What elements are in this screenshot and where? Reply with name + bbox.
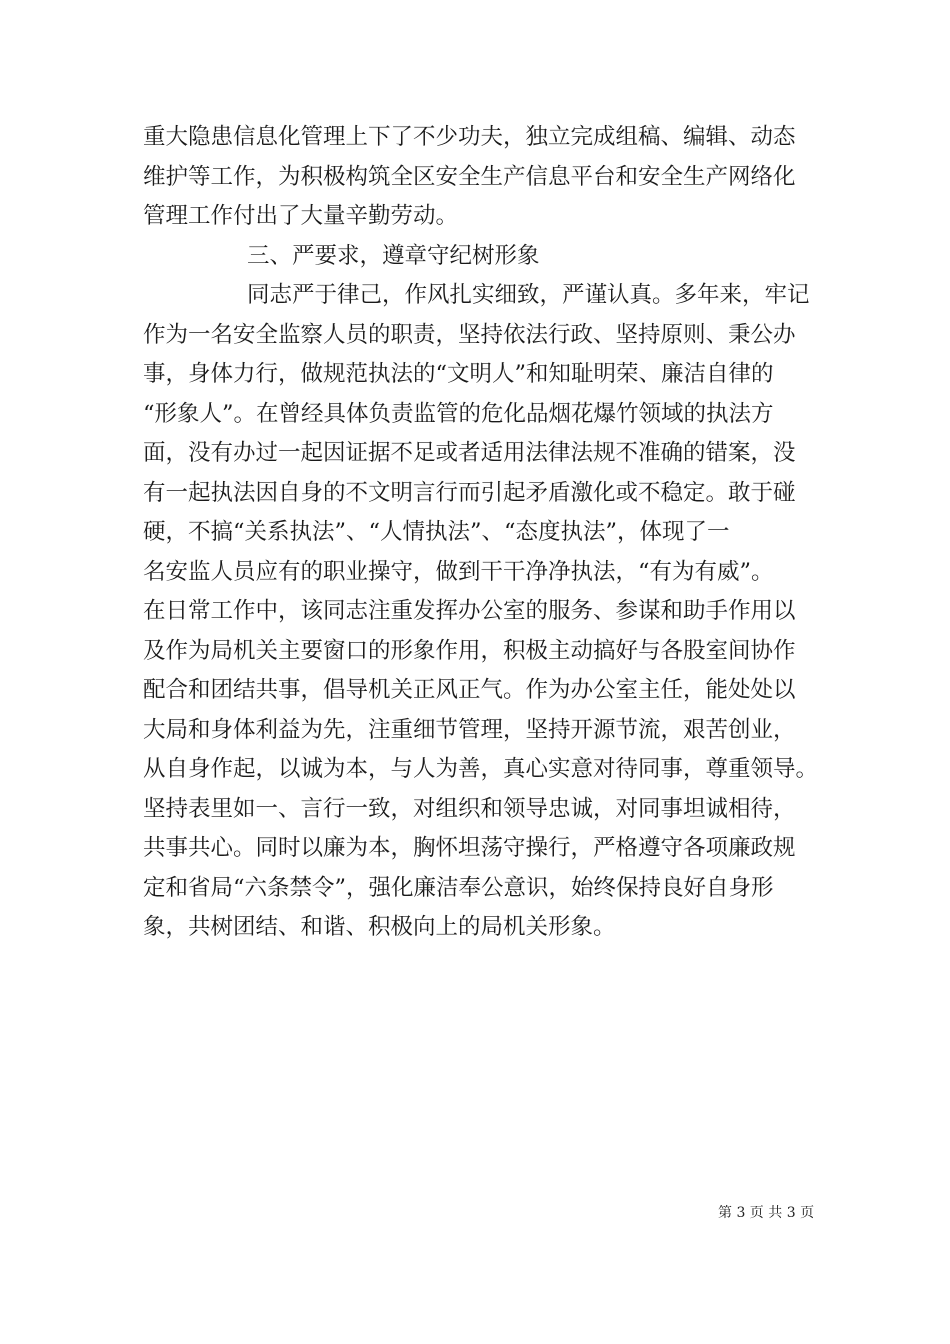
paragraph-2-line: 作为一名安全监察人员的职责，坚持依法行政、坚持原则、秉公办: [143, 321, 796, 348]
paragraph-2-line: 大局和身体利益为先，注重细节管理，坚持开源节流，艰苦创业，: [143, 716, 796, 743]
paragraph-2-line: 配合和团结共事，倡导机关正风正气。作为办公室主任，能处处以: [143, 677, 796, 703]
paragraph-2-line: 硬，不搞“关系执法”、“人情执法”、“态度执法”，体现了一: [143, 519, 730, 545]
paragraph-2-line: 坚持表里如一、言行一致，对组织和领导忠诚，对同事坦诚相待，: [143, 795, 796, 822]
paragraph-2-line: 及作为局机关主要窗口的形象作用，积极主动搞好与各股室间协作: [143, 637, 796, 664]
paragraph-2-line: 象，共树团结、和谐、积极向上的局机关形象。: [143, 914, 616, 940]
paragraph-2-line: 在日常工作中，该同志注重发挥办公室的服务、参谋和助手作用以: [143, 598, 796, 624]
paragraph-1-line: 管理工作付出了大量辛勤劳动。: [143, 203, 459, 229]
paragraph-2-line: 定和省局“六条禁令”，强化廉洁奉公意识，始终保持良好自身形: [143, 874, 774, 901]
paragraph-2-line: 有一起执法因自身的不文明言行而引起矛盾激化或不稳定。敢于碰: [143, 479, 796, 506]
paragraph-2-line: 从自身作起，以诚为本，与人为善，真心实意对待同事，尊重领导。: [143, 756, 819, 782]
paragraph-2-line: “形象人”。在曾经具体负责监管的危化品烟花爆竹领域的执法方: [143, 400, 774, 427]
paragraph-2-line: 名安监人员应有的职业操守，做到干干净净执法，“有为有威”。: [143, 558, 774, 585]
document-body: [143, 118, 823, 948]
paragraph-2-line: 同志严于律己，作风扎实细致，严谨认真。多年来，牢记: [247, 282, 810, 308]
paragraph-2-line: 共事共心。同时以廉为本，胸怀坦荡守操行，严格遵守各项廉政规: [143, 835, 796, 861]
section-heading: 三、严要求，遵章守纪树形象: [247, 242, 540, 269]
paragraph-1-line: 维护等工作，为积极构筑全区安全生产信息平台和安全生产网络化: [143, 163, 796, 190]
paragraph-1-line: 重大隐患信息化管理上下了不少功夫，独立完成组稿、编辑、动态: [143, 124, 796, 150]
page-number-footer: 第 3 页 共 3 页: [718, 1205, 815, 1221]
paragraph-2-line: 事，身体力行，做规范执法的“文明人”和知耻明荣、廉洁自律的: [143, 361, 774, 387]
paragraph-2-line: 面，没有办过一起因证据不足或者适用法律法规不准确的错案，没: [143, 440, 796, 466]
